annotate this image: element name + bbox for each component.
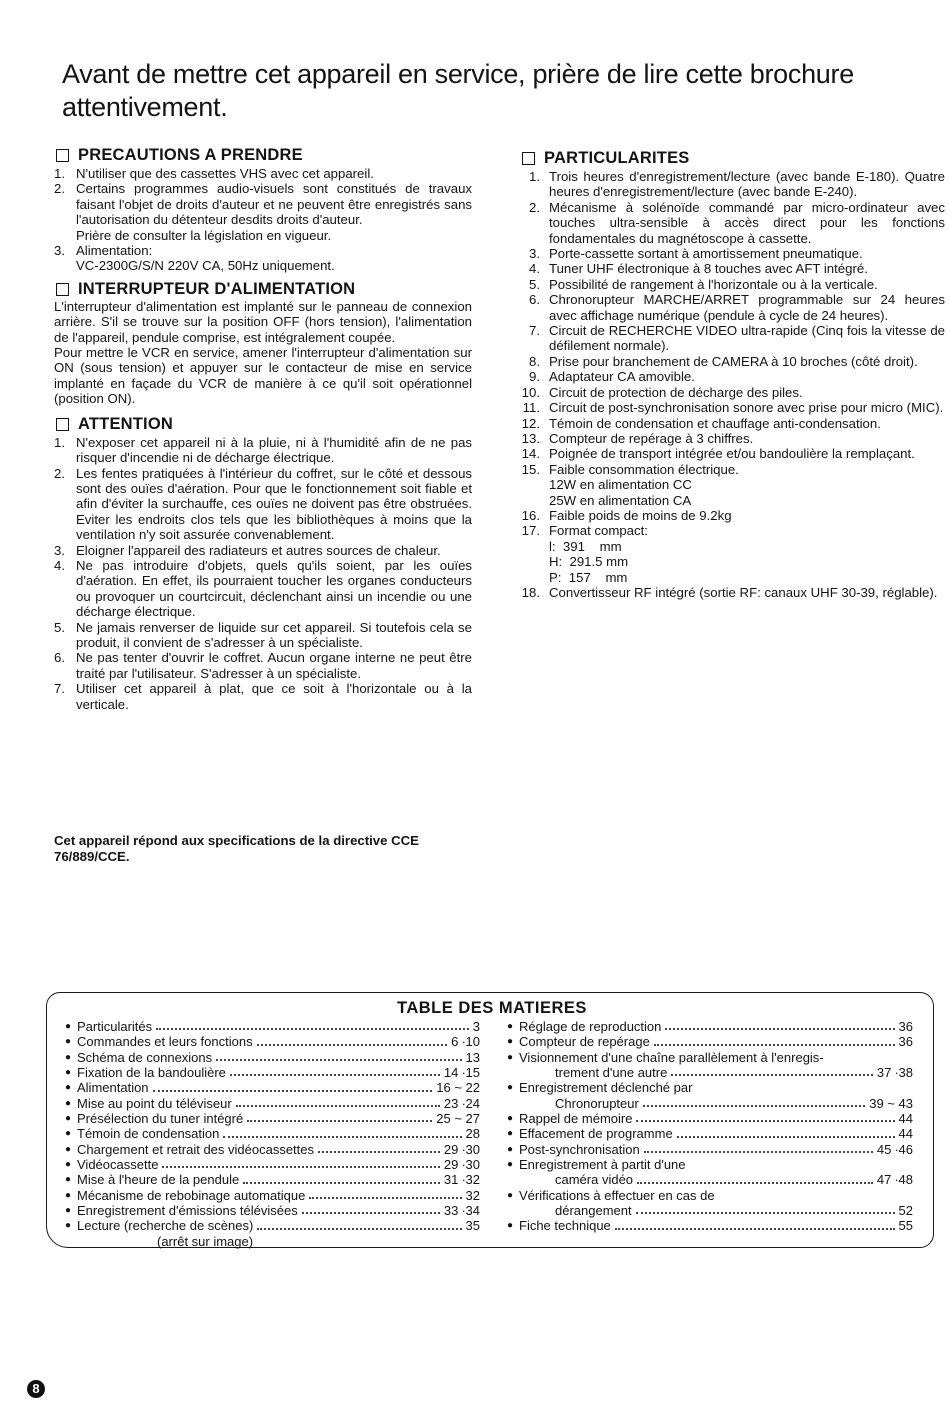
item-main-text: Alimentation: [76, 243, 153, 259]
toc-entry [65, 1080, 480, 1095]
toc-leader-dots [671, 1074, 873, 1076]
item-number: 4. [529, 261, 540, 277]
checkbox-square-icon [56, 149, 69, 162]
toc-entry-page: 47 ∙48 [876, 1172, 913, 1188]
toc-entry-label: Mise au point du téléviseur [77, 1095, 232, 1111]
toc-entry [507, 1111, 913, 1126]
bullet-icon: ● [65, 1097, 72, 1109]
toc-entry-page: 32 [465, 1187, 480, 1203]
precautions-heading [54, 146, 472, 165]
item-number: 12. [521, 415, 540, 431]
list-item [520, 400, 945, 415]
toc-entry-page: 36 [898, 1019, 913, 1034]
toc-entry-page: 13 [465, 1049, 480, 1065]
toc-leader-dots [615, 1228, 895, 1230]
item-text: Chronorupteur MARCHE/ARRET programmable sur 24 heures avec affichage numérique (pendule à cycle de 24 heures). [549, 292, 945, 323]
bullet-icon: ● [507, 1220, 514, 1232]
item-number: 3. [54, 542, 65, 558]
toc-entry [507, 1188, 913, 1203]
attention-title: ATTENTION [78, 414, 173, 433]
item-number: 2. [529, 199, 540, 215]
toc-entry [507, 1172, 913, 1187]
item-number: 2. [54, 181, 65, 197]
bullet-icon: ● [507, 1113, 514, 1125]
toc-entry [507, 1142, 913, 1157]
toc-leader-dots [257, 1228, 461, 1230]
toc-entry [507, 1034, 913, 1049]
toc-leader-dots [236, 1105, 440, 1107]
toc-entry [65, 1096, 480, 1111]
toc-entry [65, 1172, 480, 1187]
toc-entry-label: (arrêt sur image) [157, 1233, 254, 1249]
toc-entry-page: 31 ∙32 [443, 1172, 480, 1188]
toc-entry-page: 39 ~ 43 [869, 1095, 913, 1111]
toc-leader-dots [216, 1059, 461, 1061]
toc-entry-label: Commandes et leurs fonctions [77, 1034, 253, 1050]
item-sub-text: H: 291.5 mm [549, 554, 629, 570]
toc-leader-dots [243, 1182, 440, 1184]
right-column [520, 149, 945, 600]
toc-entry [507, 1050, 913, 1065]
toc-entry-page: 52 [898, 1203, 913, 1219]
toc-entry-page: 28 [465, 1126, 480, 1142]
item-number: 3. [529, 246, 540, 262]
item-main-text: Certains programmes audio-visuels sont constitués de travaux faisant l'objet de droits d'auteur et ne peuvent être enregistrés sans l'autorisation du détenteur desdits droits d'auteur. [76, 181, 472, 228]
precautions-title: PRECAUTIONS A PRENDRE [78, 146, 303, 164]
particularites-title: PARTICULARITES [544, 149, 690, 167]
list-item [54, 466, 472, 543]
toc-entry-label: Enregistrement à partit d'une [519, 1157, 686, 1173]
item-text: Circuit de post-synchronisation sonore avec prise pour micro (MIC). [549, 400, 944, 416]
toc-leader-dots [257, 1044, 447, 1046]
toc-entry-label: Réglage de reproduction [519, 1019, 662, 1034]
item-number: 10. [521, 384, 540, 400]
item-text: Eloigner l'appareil des radiateurs et autres sources de chaleur. [76, 542, 441, 558]
toc-entry-page: 36 [898, 1034, 913, 1050]
bullet-icon: ● [507, 1159, 514, 1171]
item-number: 11. [522, 400, 540, 416]
item-sub-text: 12W en alimentation CC [549, 477, 692, 493]
list-item [520, 369, 945, 384]
bullet-icon: ● [507, 1128, 514, 1140]
list-item [520, 354, 945, 369]
toc-entry-label: Chargement et retrait des vidéocassettes [77, 1141, 315, 1157]
list-item [54, 620, 472, 651]
item-text [549, 523, 945, 585]
toc-entry-page: 29 ∙30 [443, 1141, 480, 1157]
toc-entry-page: 16 ~ 22 [436, 1080, 480, 1096]
left-column [54, 146, 472, 712]
bullet-icon: ● [507, 1036, 514, 1048]
checkbox-square-icon [522, 152, 535, 165]
toc-entry-label: Lecture (recherche de scènes) [77, 1218, 254, 1234]
item-text: Témoin de condensation et chauffage anti-condensation. [549, 415, 881, 431]
item-text: Utiliser cet appareil à plat, que ce soit à l'horizontale ou à la verticale. [76, 681, 472, 712]
bullet-icon: ● [507, 1082, 514, 1094]
bullet-icon: ● [65, 1205, 72, 1217]
toc-leader-dots [247, 1120, 432, 1122]
list-item [54, 435, 472, 466]
toc-entry-label: Fiche technique [519, 1218, 611, 1234]
attention-list [54, 435, 472, 712]
toc-entry-label: Chronorupteur [555, 1095, 639, 1111]
toc-entry-page: 44 [898, 1111, 913, 1127]
item-number: 6. [54, 650, 65, 666]
checkbox-square-icon [56, 418, 69, 431]
toc-entry-page: 14 ∙15 [443, 1065, 480, 1081]
toc-leader-dots [156, 1028, 469, 1030]
toc-entry-page: 55 [898, 1218, 913, 1234]
item-number: 4. [54, 557, 65, 573]
toc-entry-label: Mécanisme de rebobinage automatique [77, 1187, 306, 1203]
interrupteur-title: INTERRUPTEUR D'ALIMENTATION [78, 279, 356, 298]
toc-entry-page: 33 ∙34 [443, 1203, 480, 1219]
toc-entry-page: 29 ∙30 [443, 1157, 480, 1173]
item-sub-text: P: 157 mm [549, 569, 628, 585]
bullet-icon: ● [65, 1051, 72, 1063]
toc-leader-dots [636, 1212, 895, 1214]
toc-leader-dots [636, 1120, 894, 1122]
interrupteur-paragraph-1: L'interrupteur d'alimentation est implanté sur le panneau de connexion arrière. S'il se trouve sur la position OFF (hors tension), l'alimentation de l'appareil, pendule comprise, est intégralement coupée. [54, 298, 472, 345]
toc-entry [65, 1126, 480, 1141]
toc-entry-label: Particularités [77, 1019, 153, 1034]
toc-leader-dots [309, 1197, 461, 1199]
item-number: 17. [521, 523, 540, 539]
toc-entry-label: Compteur de repérage [519, 1034, 650, 1050]
page-headline: Avant de mettre cet appareil en service, prière de lire cette brochure attentivement. [62, 59, 854, 122]
item-text [549, 462, 945, 508]
item-extra-text: VC-2300G/S/N 220V CA, 50Hz uniquement. [76, 258, 335, 274]
item-text [76, 243, 472, 274]
attention-heading [54, 415, 472, 434]
item-text: Ne pas introduire d'objets, quels qu'ils soient, par les ouïes d'aération. En effet, ils pourraient toucher les organes conducteurs ou provoquer un courtcircuit, déclenchant ainsi un incendie ou une décharge électrique. [76, 557, 472, 620]
interrupteur-heading [54, 280, 472, 299]
table-of-contents [46, 992, 934, 1248]
bullet-icon: ● [507, 1189, 514, 1201]
toc-entry-label: Enregistrement déclenché par [519, 1080, 693, 1096]
item-main-text: Format compact: [549, 523, 648, 539]
bullet-icon: ● [65, 1143, 72, 1155]
list-item [520, 462, 945, 508]
item-number: 6. [529, 292, 540, 308]
list-item [54, 243, 472, 274]
toc-entry-page: 23 ∙24 [443, 1095, 480, 1111]
list-item [520, 292, 945, 323]
toc-entry-label: Vidéocassette [77, 1157, 159, 1173]
toc-entry-label: Post-synchronisation [519, 1141, 640, 1157]
list-item [520, 416, 945, 431]
page-number-badge: 8 [27, 1380, 45, 1398]
list-item [520, 523, 945, 585]
item-number: 16. [521, 507, 540, 523]
item-text: N'utiliser que des cassettes VHS avec cet appareil. [76, 166, 374, 181]
toc-entry [65, 1234, 480, 1249]
item-number: 8. [529, 353, 540, 369]
list-item [520, 508, 945, 523]
item-number: 5. [54, 619, 65, 635]
list-item [520, 323, 945, 354]
toc-leader-dots [665, 1028, 894, 1030]
bullet-icon: ● [507, 1143, 514, 1155]
toc-entry [507, 1019, 913, 1034]
item-text [76, 181, 472, 243]
list-item [54, 558, 472, 620]
item-number: 2. [54, 465, 65, 481]
particularites-list [520, 169, 945, 600]
list-item [520, 385, 945, 400]
toc-entry [507, 1080, 913, 1095]
toc-entry-page: 44 [898, 1126, 913, 1142]
toc-entry-label: Schéma de connexions [77, 1049, 213, 1065]
item-number: 7. [54, 681, 65, 697]
toc-entry-label: dérangement [555, 1203, 632, 1219]
item-number: 9. [529, 369, 540, 385]
toc-entry [65, 1203, 480, 1218]
toc-leader-dots [637, 1182, 873, 1184]
list-item [520, 261, 945, 276]
toc-entry-page: 37 ∙38 [876, 1065, 913, 1081]
toc-entry-page: 6 ∙10 [451, 1034, 480, 1050]
item-text: Compteur de repérage à 3 chiffres. [549, 430, 754, 446]
toc-entry [65, 1050, 480, 1065]
bullet-icon: ● [65, 1021, 72, 1032]
list-item [520, 585, 945, 600]
toc-leader-dots [318, 1151, 440, 1153]
toc-entry-label: Enregistrement d'émissions télévisées [77, 1203, 298, 1219]
toc-entry [65, 1142, 480, 1157]
bullet-icon: ● [65, 1067, 72, 1079]
toc-entry [507, 1096, 913, 1111]
item-number: 18. [521, 584, 540, 600]
toc-leader-dots [162, 1166, 439, 1168]
item-text: Ne pas tenter d'ouvrir le coffret. Aucun organe interne ne peut être traité par l'utilisateur. S'adresser à un spécialiste. [76, 650, 472, 681]
item-sub-text: l: 391 mm [549, 538, 622, 554]
toc-title: TABLE DES MATIERES [397, 999, 587, 1017]
item-text: Poignée de transport intégrée et/ou bandoulière la remplaçant. [549, 446, 915, 462]
toc-leader-dots [643, 1105, 865, 1107]
toc-leader-dots [677, 1136, 895, 1138]
item-text: Mécanisme à solénoïde commandé par micro-ordinateur avec touches ultra-sensible à accès direct pour les fonctions fondamentales du magnétoscope à cassette. [549, 199, 945, 246]
toc-entry [65, 1034, 480, 1049]
toc-entry-label: trement d'une autre [555, 1065, 668, 1081]
list-item [520, 200, 945, 246]
toc-entry [507, 1157, 913, 1172]
toc-entry [507, 1126, 913, 1141]
bullet-icon: ● [507, 1021, 514, 1032]
list-item [520, 277, 945, 292]
item-text: Porte-cassette sortant à amortissement pneumatique. [549, 246, 863, 262]
toc-entry-label: Fixation de la bandoulière [77, 1065, 226, 1081]
bullet-icon: ● [65, 1159, 72, 1171]
toc-entry [65, 1065, 480, 1080]
toc-entry-label: Visionnement d'une chaîne parallèlement à l'enregis- [519, 1049, 824, 1065]
checkbox-square-icon [56, 283, 69, 296]
toc-entry-label: Témoin de condensation [77, 1126, 220, 1142]
toc-entry-page: 3 [472, 1019, 480, 1034]
bullet-icon: ● [65, 1128, 72, 1140]
toc-entry [65, 1188, 480, 1203]
item-text: N'exposer cet appareil ni à la pluie, ni à l'humidité afin de ne pas risquer d'incendie ni de décharge électrique. [76, 434, 472, 466]
list-item [54, 181, 472, 243]
list-item [520, 169, 945, 200]
toc-entry-label: caméra vidéo [555, 1172, 634, 1188]
list-item [520, 431, 945, 446]
item-text: Les fentes pratiquées à l'intérieur du coffret, sur le côté et dessous sont des ouïes d'aération. Pour que le fonctionnement soit fiable et afin d'éviter la surchauffe, ces ouïes ne doivent pas être obstruées. Eviter les endroits clos tels que les bibliothèques à moins que la ventilation n'y soit assurée convenablement. [76, 465, 472, 543]
bullet-icon: ● [65, 1174, 72, 1186]
item-number: 1. [54, 166, 65, 181]
item-number: 7. [529, 323, 540, 339]
toc-entry-label: Présélection du tuner intégré [77, 1111, 244, 1127]
item-text: Faible poids de moins de 9.2kg [549, 507, 732, 523]
toc-entry-page: 35 [465, 1218, 480, 1234]
toc-entry [507, 1203, 913, 1218]
toc-entry-label: Mise à l'heure de la pendule [77, 1172, 240, 1188]
item-number: 5. [529, 276, 540, 292]
item-text: Circuit de RECHERCHE VIDEO ultra-rapide (Cinq fois la vitesse de défilement normale). [549, 323, 945, 354]
item-text: Prise pour branchement de CAMERA à 10 broches (côté droit). [549, 353, 918, 369]
toc-entry-label: Vérifications à effectuer en cas de [519, 1187, 715, 1203]
item-text: Tuner UHF électronique à 8 touches avec AFT intégré. [549, 261, 868, 277]
list-item [54, 650, 472, 681]
particularites-heading [520, 149, 945, 168]
toc-leader-dots [302, 1212, 440, 1214]
toc-entry [65, 1157, 480, 1172]
item-number: 3. [54, 243, 65, 259]
bullet-icon: ● [65, 1036, 72, 1048]
item-number: 1. [54, 434, 65, 450]
toc-leader-dots [230, 1074, 440, 1076]
item-text: Possibilité de rangement à l'horizontale ou à la verticale. [549, 276, 878, 292]
item-number: 15. [521, 461, 540, 477]
toc-entry [65, 1019, 480, 1034]
toc-leader-dots [223, 1136, 461, 1138]
item-sub-text: 25W en alimentation CA [549, 492, 692, 508]
toc-leader-dots [654, 1044, 895, 1046]
toc-entry-page: 25 ~ 27 [436, 1111, 480, 1127]
item-extra-text: Prière de consulter la législation en vigueur. [76, 227, 332, 243]
toc-entry-label: Effacement de programme [519, 1126, 673, 1142]
toc-entry [507, 1218, 913, 1233]
toc-entry [65, 1218, 480, 1233]
toc-left-column [65, 1019, 480, 1249]
toc-entry-label: Alimentation [77, 1080, 149, 1096]
list-item [54, 681, 472, 712]
toc-entry-page: 45 ∙46 [876, 1141, 913, 1157]
item-text: Ne jamais renverser de liquide sur cet appareil. Si toutefois cela se produit, il convient de s'adresser à un spécialiste. [76, 619, 472, 650]
item-text: Circuit de protection de décharge des piles. [549, 384, 803, 400]
item-number: 13. [521, 430, 540, 446]
item-text: Convertisseur RF intégré (sortie RF: canaux UHF 30-39, réglable). [549, 584, 938, 600]
directive-notice: Cet appareil répond aux specifications de la directive CCE 76/889/CCE. [54, 833, 419, 864]
list-item [54, 543, 472, 558]
toc-right-column [507, 1019, 913, 1234]
toc-entry-label: Rappel de mémoire [519, 1111, 633, 1127]
list-item [54, 166, 472, 181]
item-number: 14. [521, 446, 540, 462]
bullet-icon: ● [65, 1189, 72, 1201]
bullet-icon: ● [65, 1220, 72, 1232]
toc-leader-dots [644, 1151, 873, 1153]
item-text: Adaptateur CA amovible. [549, 369, 695, 385]
bullet-icon: ● [65, 1113, 72, 1125]
precautions-list [54, 166, 472, 274]
toc-leader-dots [153, 1090, 433, 1092]
item-number: 1. [529, 169, 540, 184]
toc-entry [65, 1111, 480, 1126]
list-item [520, 446, 945, 461]
item-main-text: Faible consommation électrique. [549, 461, 739, 477]
item-text: Trois heures d'enregistrement/lecture (avec bande E-180). Quatre heures d'enregistrement/lecture (avec bande E-240). [549, 169, 945, 200]
bullet-icon: ● [507, 1051, 514, 1063]
interrupteur-paragraph-2: Pour mettre le VCR en service, amener l'interrupteur d'alimentation sur ON (sous tension) et appuyer sur le contacteur de mise en service implanté en façade du VCR de manière à ce qu'il soit opérationnel (position ON). [54, 345, 472, 407]
toc-entry [507, 1065, 913, 1080]
bullet-icon: ● [65, 1082, 72, 1094]
list-item [520, 246, 945, 261]
